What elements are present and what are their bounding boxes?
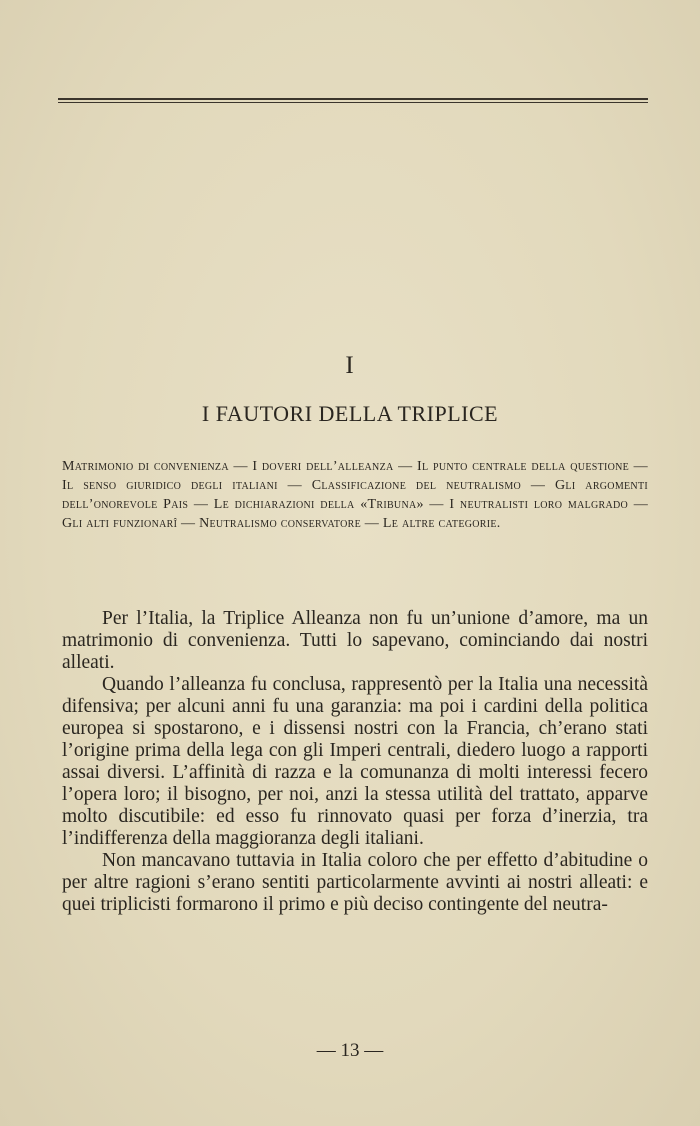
- body-text: [62, 608, 648, 916]
- chapter-summary: [62, 457, 648, 533]
- header-rule-thin: [58, 102, 648, 103]
- page-number: — 13 —: [316, 1040, 384, 1061]
- chapter-title: I FAUTORI DELLA TRIPLICE: [201, 401, 499, 426]
- paragraph-3: Non mancavano tuttavia in Italia coloro che per effetto d’abitudine o per altre ragioni s’erano sentiti particolarmente avvinti ai nostri alleati: e quei triplicisti formarono il primo e più deciso contingente del neutra-: [62, 850, 648, 915]
- header-rule-thick: [58, 98, 648, 100]
- paragraph-2: Quando l’alleanza fu conclusa, rappresentò per la Italia una necessità difensiva; per alcuni anni fu una garanzia: ma poi i cardini della politica europea si spostarono, e i dissensi nostri con la Francia, ch’erano stati l’origine prima della lega con gli Imperi centrali, diedero luogo a rapporti assai diversi. L’affinità di razza e la comunanza di molti interessi fecero l’opera loro; il bisogno, per noi, anzi la stessa utilità del trattato, apparve molto discutibile: ed esso fu rinnovato quasi per forza d’inerzia, tra l’indifferenza della maggioranza degli italiani.: [62, 674, 648, 849]
- paragraph-1: Per l’Italia, la Triplice Alleanza non fu un’unione d’amore, ma un matrimonio di convenienza. Tutti lo sapevano, cominciando dai nostri alleati.: [62, 608, 648, 673]
- chapter-summary-text: Matrimonio di convenienza — I doveri dell’alleanza — Il punto centrale della questione — Il senso giuridico degli italiani — Classificazione del neutralismo — Gli argomenti dell’onorevole Pais — Le dichiarazioni della «Tribuna» — I neutralisti loro malgrado — Gli alti funzionarî — Neutralismo conservatore — Le altre categorie.: [62, 459, 648, 531]
- chapter-number: I: [345, 352, 355, 379]
